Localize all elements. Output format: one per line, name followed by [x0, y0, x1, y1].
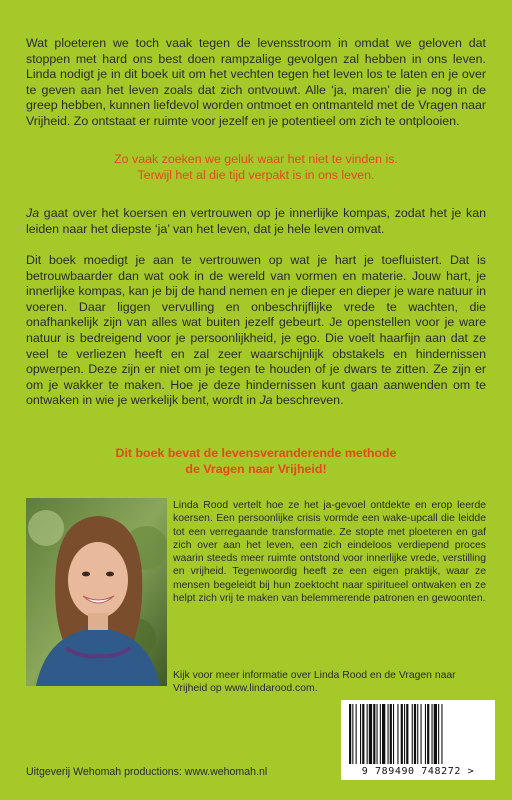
barcode-bar — [401, 704, 403, 764]
book-title-ja: Ja — [26, 206, 40, 220]
barcode-bar — [360, 704, 361, 764]
barcode-bar — [434, 704, 437, 764]
quote-two — [26, 446, 486, 477]
barcode-bar — [406, 704, 408, 764]
barcode-icon — [341, 700, 495, 766]
paragraph-main — [26, 253, 486, 409]
barcode-bar — [438, 704, 439, 764]
barcode-bar — [441, 704, 442, 764]
quote-one — [26, 152, 486, 183]
barcode-bar — [397, 704, 398, 764]
quote-one-line2: Terwijl het al die tijd verpakt is in ons leven. — [137, 167, 375, 182]
quote-one-line1: Zo vaak zoeken we geluk waar het niet te vinden is. — [114, 152, 398, 166]
quote-two-line1: Dit boek bevat de levensveranderende methode — [115, 446, 397, 460]
barcode-bar — [349, 704, 351, 764]
book-title-ja-2: Ja — [259, 393, 273, 408]
author-bio: Linda Rood vertelt hoe ze het ja-gevoel ontdekte en erop leerde koersen. Een persoonlijke crisis vormde een wake-upcall die leidde tot een verregaande transformatie. Ze stopte met ploeteren en gaf zich over aan het leven, een zich eindeloos verdiepend proces waarin steeds meer ruimte ontstond voor innerlijke vrede, verstilling en vrijheid. Tegenwoordig heeft ze een eigen praktijk, waar ze mensen begeleidt bij hun zoektocht naar spiritueel ontwaken en ze helpt zich vrij te maken van belemmerende patronen en gewoonten. — [173, 500, 486, 605]
paragraph-ja-text: gaat over het koersen en vertrouwen op je innerlijke kompas, zodat het je kan leiden naar het diepste ‘ja’ van het leven, dat je hele leven omvat. — [26, 206, 486, 236]
publisher-line: Uitgeverij Wehomah productions: www.wehomah.nl — [26, 766, 268, 778]
paragraph-ja-intro — [26, 206, 486, 237]
barcode-bar — [356, 704, 357, 764]
more-info: Kijk voor meer informatie over Linda Rood en de Vragen naar Vrijheid op www.lindarood.com. — [173, 670, 456, 695]
paragraph-main-end: beschreven. — [272, 393, 344, 408]
quote-two-line2: de Vragen naar Vrijheid! — [185, 461, 327, 476]
barcode-bar — [382, 704, 385, 764]
barcode-bar — [432, 704, 433, 764]
barcode-bar — [421, 704, 422, 764]
barcode-bar — [417, 704, 418, 764]
intro-paragraph — [26, 36, 486, 130]
barcode-bar — [380, 704, 381, 764]
barcode-bar — [414, 704, 416, 764]
barcode-bar — [367, 704, 368, 764]
barcode-bar — [404, 704, 405, 764]
author-photo — [26, 498, 167, 686]
isbn-barcode — [341, 700, 495, 780]
barcode-bar — [377, 704, 378, 764]
barcode-bar — [393, 704, 394, 764]
barcode-bar — [352, 704, 353, 764]
barcode-bar — [390, 704, 392, 764]
barcode-bar — [427, 704, 429, 764]
barcode-bar — [425, 704, 426, 764]
intro-text: Wat ploeteren we toch vaak tegen de levensstroom in omdat we geloven dat stoppen met hard ons best doen rampzalige gevolgen zal hebben in ons leven. Linda nodigt je in dit boek uit om het vechten tegen het leven los te laten en je over te geven aan het leven zoals dat zich ontvouwt. Alle ‘ja, maren’ die je nog in de greep hebben, kunnen liefdevol worden ontmoet en ontmanteld met de Vragen naar Vrijheid. Zo ontstaat er ruimte voor jezelf en je potentieel om zich te ontplooien. — [26, 36, 486, 128]
isbn-number: 9 789490 748272 > — [361, 766, 475, 777]
barcode-bar — [362, 704, 364, 764]
barcode-bar — [373, 704, 375, 764]
barcode-bar — [388, 704, 389, 764]
barcode-bar — [412, 704, 413, 764]
barcode-bar — [369, 704, 372, 764]
paragraph-main-text: Dit boek moedigt je aan te vertrouwen op wat je hart je toefluistert. Dat is betrouwbaarder dan wat ook in de wereld van vormen en materie. Jouw hart, je innerlijke kompas, kan je bij de hand nemen en je dieper en dieper je ware natuur in voeren. Daar liggen vervulling en onbeschrijflijke vrede te wachten, die onafhankelijk zijn van alles wat buiten jezelf gebeurt. Je openstellen voor je ware natuur is bedreigend voor je persoonlijkheid, je ego. Die voelt haarfijn aan dat ze veel te verliezen heeft en zal zeer waarschijnlijk obstakels en hindernissen opwerpen. Deze zijn er niet om je tegen te houden of je dwars te zitten. Ze zijn er om je wakker te maken. Hoe je deze hindernissen kunt gaan aanwenden om te ontwaken in wie je werkelijk bent, wordt in — [26, 253, 486, 408]
